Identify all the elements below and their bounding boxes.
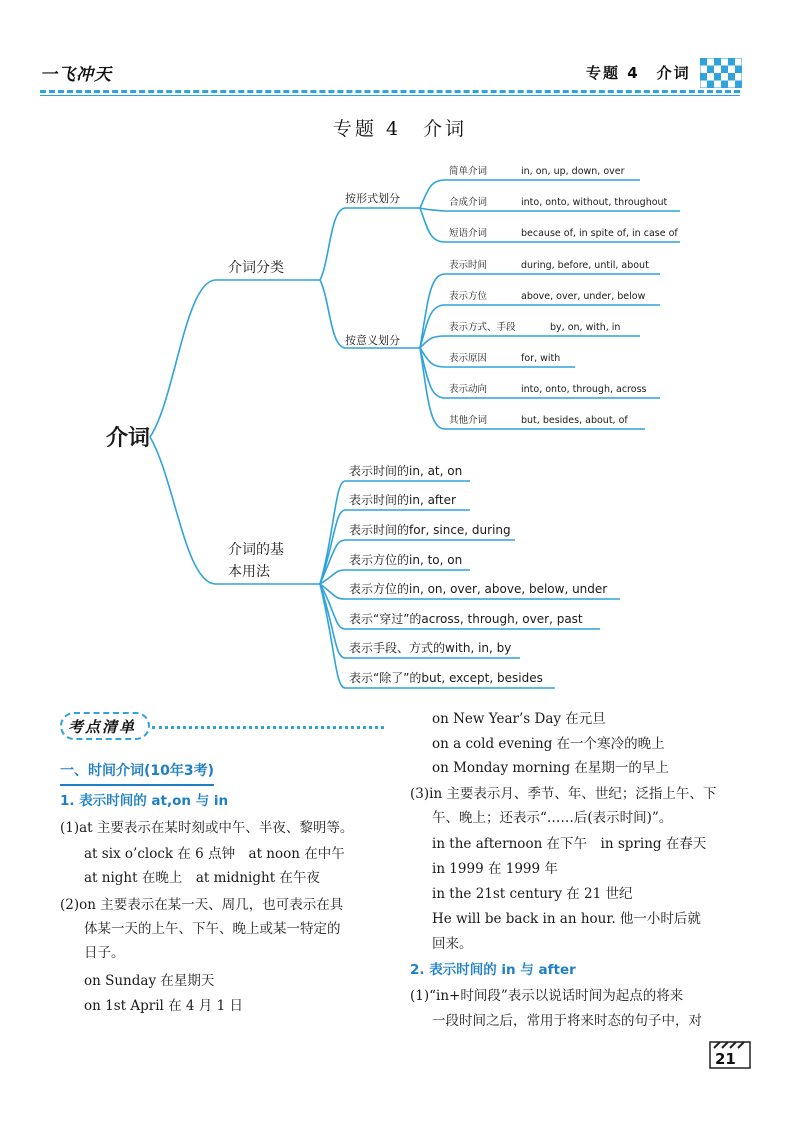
leaf-label: 表示原因 (449, 353, 488, 364)
right-column (410, 708, 760, 1038)
header-divider (40, 90, 740, 93)
header-topic: 专题 4 介词 (586, 64, 691, 82)
usage-item: 表示方位的in, to, on (349, 553, 463, 567)
leaf-label: 合成介词 (449, 197, 488, 208)
section-heading: 一、时间介词(10年3考) (60, 760, 214, 786)
kaodian-dotted-rule (152, 726, 384, 729)
node-by-meaning: 按意义划分 (345, 334, 400, 347)
node-usage-line1: 介词的基 (228, 542, 284, 558)
mind-map (0, 150, 800, 695)
left-column (60, 760, 400, 1060)
kaodian-label: 考点清单 (68, 718, 137, 736)
text-line: (1)“in+时间段”表示以说话时间为起点的将来 (410, 988, 684, 1004)
text-line: on Sunday 在星期天 (84, 973, 215, 989)
leaf-value: above, over, under, below (521, 291, 646, 302)
text-line: at night 在晚上 at midnight 在午夜 (84, 870, 320, 886)
node-usage-line2: 本用法 (228, 564, 270, 580)
leaf-label: 表示时间 (449, 260, 488, 271)
text-line: (1)at 主要表示在某时刻或中午、半夜、黎明等。 (60, 820, 354, 836)
text-line: in the afternoon 在下午 in spring 在春天 (432, 836, 707, 852)
usage-item: 表示时间的for, since, during (349, 523, 511, 537)
page-title: 专题 4 介词 (332, 118, 468, 140)
text-line: (3)in 主要表示月、季节、年、世纪；泛指上午、下 (410, 786, 717, 802)
leaf-value: but, besides, about, of (521, 415, 628, 426)
text-line: on 1st April 在 4 月 1 日 (84, 998, 243, 1014)
leaf-label: 表示动向 (449, 384, 488, 395)
text-line: 午、晚上；还表示“……后(表示时间)”。 (432, 810, 673, 826)
node-classification: 介词分类 (228, 260, 284, 276)
usage-item: 表示“穿过”的across, through, over, past (349, 612, 583, 626)
leaf-label: 表示方式、手段 (449, 322, 516, 333)
text-line: He will be back in an hour. 他一小时后就 (432, 911, 701, 927)
text-line: (2)on 主要表示在某一天、周几，也可表示在具 (60, 897, 344, 913)
subheading-1: 1. 表示时间的 at,on 与 in (60, 793, 229, 809)
subheading-2: 2. 表示时间的 in 与 after (410, 962, 576, 978)
leaf-label: 简单介词 (449, 166, 488, 177)
text-line: 日子。 (84, 945, 125, 961)
usage-item: 表示时间的in, at, on (349, 464, 463, 478)
root-node: 介词 (106, 426, 151, 451)
usage-item: 表示方位的in, on, over, above, below, under (349, 582, 608, 596)
checker-decoration (700, 58, 742, 88)
header-divider-thin (40, 95, 740, 96)
usage-item: 表示“除了”的but, except, besides (349, 671, 543, 685)
leaf-value: during, before, until, about (521, 260, 649, 271)
text-line: 回来。 (432, 936, 473, 952)
node-by-form: 按形式划分 (345, 192, 400, 205)
leaf-value: into, onto, through, across (521, 384, 647, 395)
text-line: at six o’clock 在 6 点钟 at noon 在中午 (84, 846, 345, 862)
text-line: on Monday morning 在星期一的早上 (432, 760, 669, 776)
page-number: 21 (715, 1050, 736, 1068)
text-line: on New Year’s Day 在元旦 (432, 711, 606, 727)
text-line: on a cold evening 在一个寒冷的晚上 (432, 736, 665, 752)
usage-item: 表示时间的in, after (349, 493, 456, 507)
usage-item: 表示手段、方式的with, in, by (349, 641, 512, 655)
leaf-value: into, onto, without, throughout (521, 197, 668, 208)
leaf-value: by, on, with, in (550, 322, 621, 333)
leaf-label: 短语介词 (449, 228, 488, 239)
leaf-value: because of, in spite of, in case of (521, 228, 678, 239)
leaf-label: 其他介词 (449, 415, 488, 426)
text-line: in the 21st century 在 21 世纪 (432, 886, 633, 902)
text-line: 体某一天的上午、下午、晚上或某一特定的 (84, 921, 341, 937)
header-brand: 一飞冲天 (40, 65, 112, 85)
leaf-value: in, on, up, down, over (521, 166, 625, 177)
text-line: in 1999 在 1999 年 (432, 861, 558, 877)
leaf-value: for, with (521, 353, 561, 364)
leaf-label: 表示方位 (449, 291, 488, 302)
text-line: 一段时间之后，常用于将来时态的句子中，对 (432, 1013, 702, 1029)
